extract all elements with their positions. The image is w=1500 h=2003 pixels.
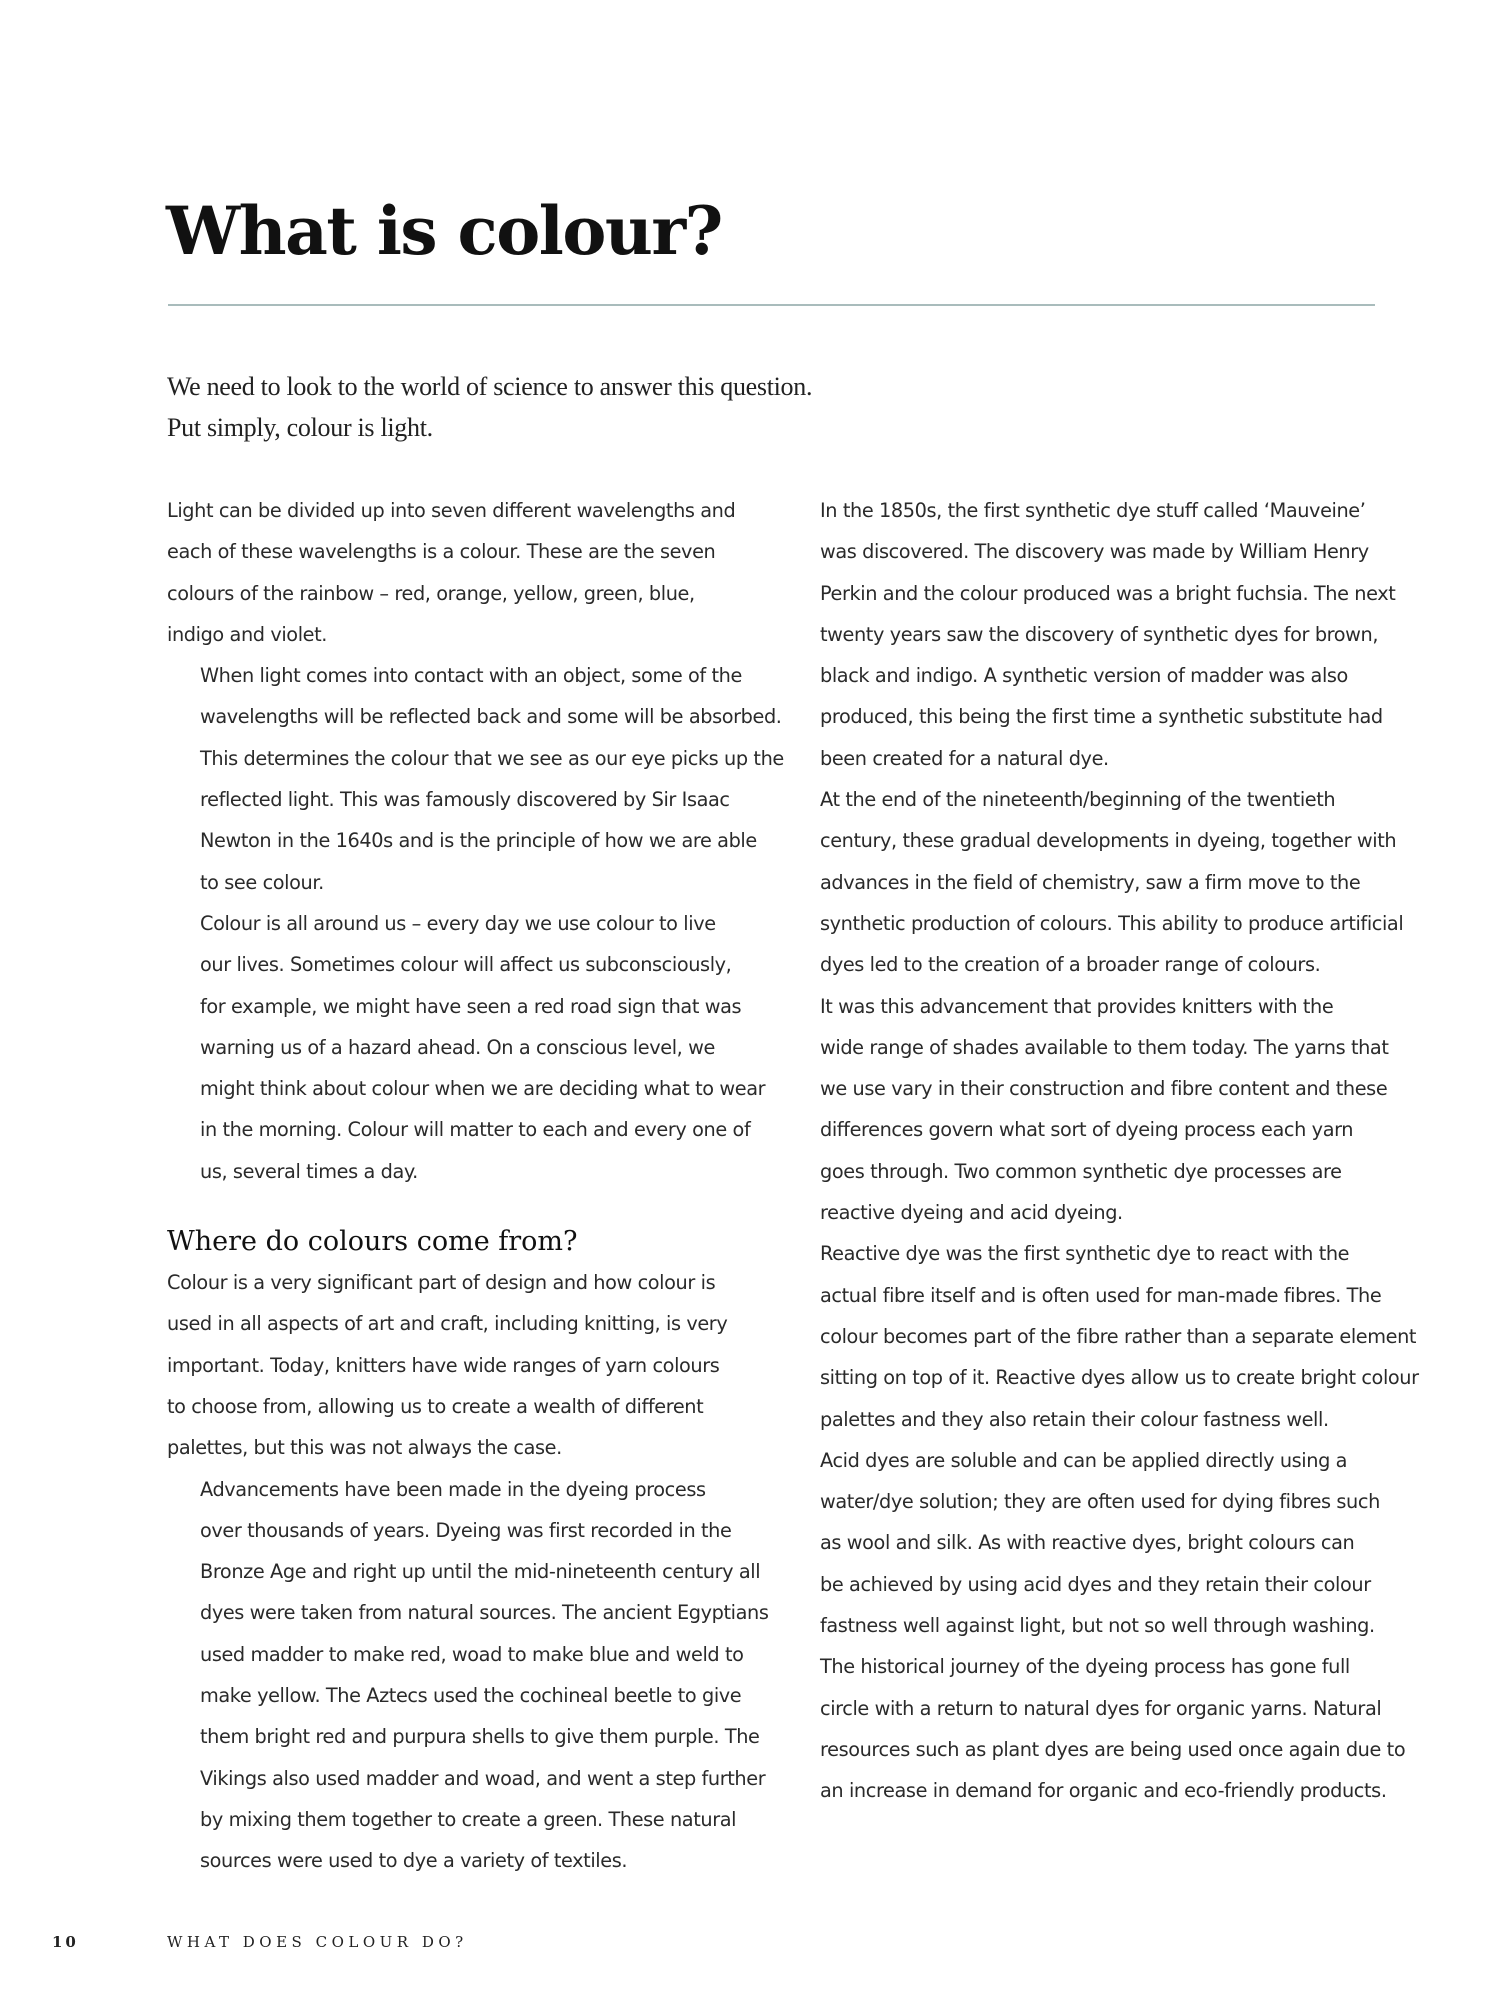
text-line: It was this advancement that provides knitters with the <box>820 994 1334 1018</box>
text-line: each of these wavelengths is a colour. These are the seven <box>167 540 716 564</box>
text-line: sitting on top of it. Reactive dyes allow us to create bright colour <box>820 1366 1419 1390</box>
text-line: goes through. Two common synthetic dye processes are <box>820 1159 1342 1183</box>
page-footer <box>0 1933 1500 1963</box>
text-line: produced, this being the first time a synthetic substitute had <box>820 705 1383 729</box>
text-line: as wool and silk. As with reactive dyes, bright colours can <box>820 1531 1355 1555</box>
text-line: colours of the rainbow – red, orange, yellow, green, blue, <box>167 581 695 605</box>
text-line: our lives. Sometimes colour will affect us subconsciously, <box>200 953 732 977</box>
intro-text <box>167 366 1067 448</box>
body-paragraph <box>787 986 1389 1234</box>
text-line: important. Today, knitters have wide ranges of yarn colours <box>167 1353 720 1377</box>
text-line: over thousands of years. Dyeing was first recorded in the <box>200 1518 732 1542</box>
text-line: reactive dyeing and acid dyeing. <box>820 1201 1123 1225</box>
text-line: wavelengths will be reflected back and some will be absorbed. <box>200 705 782 729</box>
text-line: actual fibre itself and is often used for man-made fibres. The <box>820 1283 1382 1307</box>
right-column <box>787 490 1419 1812</box>
text-line: Bronze Age and right up until the mid-nineteenth century all <box>200 1560 761 1584</box>
text-line: circle with a return to natural dyes for organic yarns. Natural <box>820 1696 1382 1720</box>
text-line: When light comes into contact with an object, some of the <box>200 664 742 688</box>
body-paragraph <box>787 1440 1382 1646</box>
text-line: Light can be divided up into seven different wavelengths and <box>167 499 736 522</box>
body-paragraph <box>787 490 1396 779</box>
text-line: in the morning. Colour will matter to each and every one of <box>200 1118 751 1142</box>
body-paragraph <box>167 903 766 1192</box>
text-line: Colour is all around us – every day we use colour to live <box>200 911 716 935</box>
text-line: century, these gradual developments in dyeing, together with <box>820 829 1397 853</box>
left-column <box>167 490 784 1882</box>
text-line: reflected light. This was famously discovered by Sir Isaac <box>200 788 730 812</box>
page-title: What is colour? <box>166 192 722 270</box>
text-line: to choose from, allowing us to create a wealth of different <box>167 1394 704 1418</box>
text-line: wide range of shades available to them today. The yarns that <box>820 1035 1389 1059</box>
running-head: WHAT DOES COLOUR DO? <box>167 1933 468 1951</box>
text-line: palettes and they also retain their colour fastness well. <box>820 1407 1329 1431</box>
text-line: The historical journey of the dyeing process has gone full <box>820 1655 1350 1679</box>
text-line: make yellow. The Aztecs used the cochineal beetle to give <box>200 1684 742 1708</box>
text-line: Newton in the 1640s and is the principle of how we are able <box>200 829 757 853</box>
text-line: for example, we might have seen a red road sign that was <box>200 994 742 1018</box>
text-line: advances in the field of chemistry, saw a firm move to the <box>820 870 1361 894</box>
text-line: Reactive dye was the first synthetic dye to react with the <box>820 1242 1350 1266</box>
text-line: we use vary in their construction and fibre content and these <box>820 1077 1388 1101</box>
text-line: differences govern what sort of dyeing process each yarn <box>820 1118 1354 1142</box>
text-line: Advancements have been made in the dyeing process <box>200 1477 706 1501</box>
section-heading: Where do colours come from? <box>167 1226 578 1258</box>
body-paragraph <box>167 1262 749 1468</box>
text-line: an increase in demand for organic and eco-friendly products. <box>820 1779 1387 1803</box>
text-line: by mixing them together to create a green. These natural <box>200 1807 737 1831</box>
text-line: synthetic production of colours. This ability to produce artificial <box>820 911 1404 935</box>
body-paragraph <box>167 1469 769 1882</box>
text-line: Vikings also used madder and woad, and went a step further <box>200 1766 766 1790</box>
text-line: used madder to make red, woad to make blue and weld to <box>200 1642 744 1666</box>
intro-line: We need to look to the world of science to answer this question. <box>167 372 813 401</box>
text-line: warning us of a hazard ahead. On a conscious level, we <box>200 1035 715 1059</box>
title-divider <box>168 304 1375 306</box>
text-line: Acid dyes are soluble and can be applied directly using a <box>820 1448 1348 1472</box>
body-paragraph <box>787 1646 1406 1811</box>
text-line: indigo and violet. <box>167 622 328 646</box>
text-line: colour becomes part of the fibre rather than a separate element <box>820 1324 1417 1348</box>
text-line: us, several times a day. <box>200 1159 418 1183</box>
text-line: twenty years saw the discovery of synthetic dyes for brown, <box>820 622 1379 646</box>
text-line: Colour is a very significant part of design and how colour is <box>167 1271 716 1295</box>
page-number: 10 <box>52 1933 79 1951</box>
text-line: dyes were taken from natural sources. The ancient Egyptians <box>200 1601 769 1625</box>
text-line: resources such as plant dyes are being used once again due to <box>820 1737 1406 1761</box>
text-line: was discovered. The discovery was made by William Henry <box>820 540 1369 564</box>
text-line: water/dye solution; they are often used for dying fibres such <box>820 1490 1380 1514</box>
body-paragraph <box>167 655 784 903</box>
text-line: been created for a natural dye. <box>820 746 1109 770</box>
text-line: At the end of the nineteenth/beginning of the twentieth <box>820 788 1336 812</box>
text-line: dyes led to the creation of a broader range of colours. <box>820 953 1321 977</box>
text-line: Perkin and the colour produced was a bright fuchsia. The next <box>820 581 1396 605</box>
body-paragraph <box>787 779 1404 985</box>
text-line: to see colour. <box>200 870 324 894</box>
intro-line: Put simply, colour is light. <box>167 413 433 442</box>
body-paragraph <box>167 490 749 655</box>
text-line: black and indigo. A synthetic version of madder was also <box>820 664 1348 688</box>
text-line: fastness well against light, but not so well through washing. <box>820 1614 1375 1638</box>
body-paragraph <box>787 1233 1419 1439</box>
text-line: sources were used to dye a variety of textiles. <box>200 1849 628 1873</box>
text-line: used in all aspects of art and craft, including knitting, is very <box>167 1312 728 1336</box>
text-line: In the 1850s, the first synthetic dye stuff called ‘Mauveine’ <box>820 499 1366 522</box>
text-line: palettes, but this was not always the case. <box>167 1436 562 1460</box>
text-line: them bright red and purpura shells to give them purple. The <box>200 1725 760 1749</box>
text-line: might think about colour when we are deciding what to wear <box>200 1077 766 1101</box>
text-line: be achieved by using acid dyes and they retain their colour <box>820 1572 1371 1596</box>
text-line: This determines the colour that we see as our eye picks up the <box>200 746 784 770</box>
